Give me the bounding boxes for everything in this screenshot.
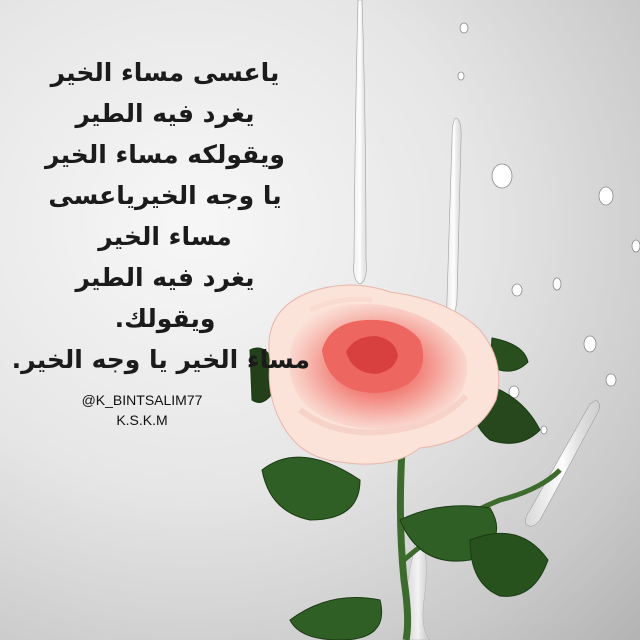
water-droplet-icon (430, 23, 640, 532)
instagram-handle: @K_BINTSALIM77 (81, 392, 203, 408)
poem-line: ياعسى مساء الخير (50, 58, 280, 87)
poem-line: يغرد فيه الطير (75, 99, 255, 128)
poem-line: ويقولكه مساء الخير (45, 140, 285, 169)
poem-line: يا وجه الخيرياعسى (48, 181, 282, 210)
author-initials: K.S.K.M (116, 412, 168, 428)
poem-text (11, 52, 310, 380)
poem-line: مساء الخير يا وجه الخير. (11, 345, 310, 374)
poem-line: ويقولك. (114, 304, 216, 333)
poem-line: مساء الخير (98, 222, 232, 251)
poem-line: يغرد فيه الطير (75, 263, 255, 292)
credit-block (62, 390, 222, 430)
